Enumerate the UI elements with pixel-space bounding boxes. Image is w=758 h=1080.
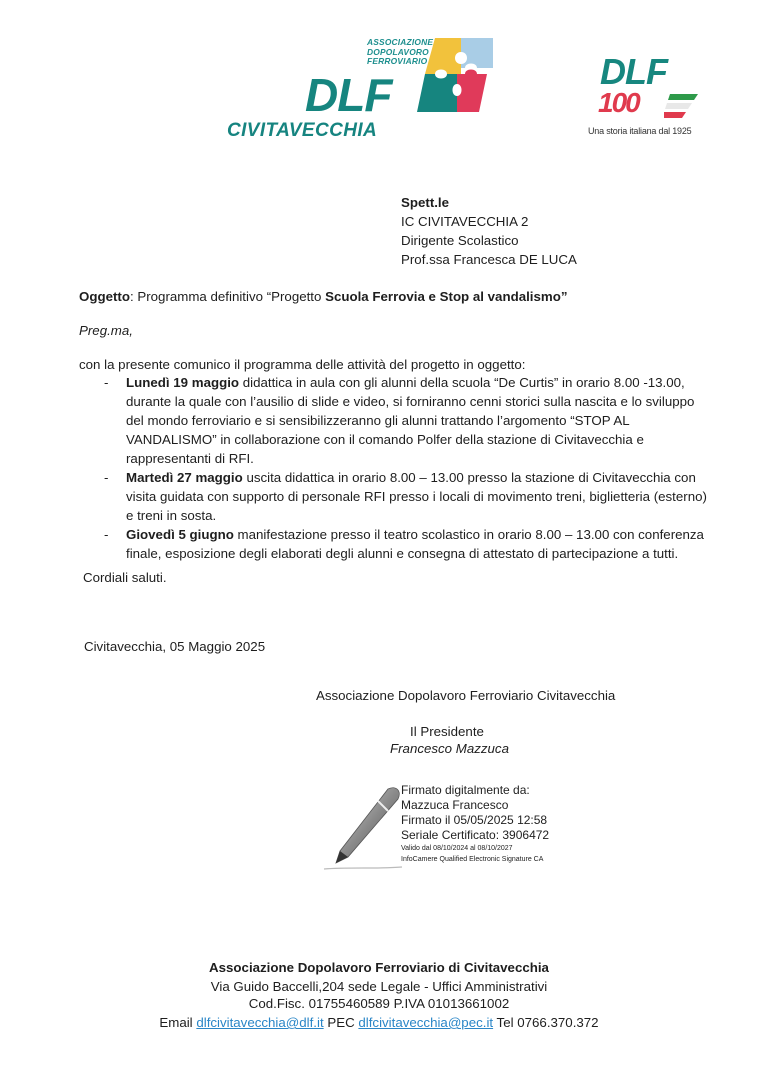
subject-label: Oggetto [79,289,130,304]
logo-line: ASSOCIAZIONE [367,37,434,47]
subject-project-name: Scuola Ferrovia e Stop al vandalismo” [325,289,568,304]
email-label: Email [159,1015,197,1030]
activity-text: durante la quale con l’ausilio di slide e video, si forniranno cenni storici sulla nascita e lo sviluppo [126,394,695,409]
activity-text: rappresentanti di RFI. [126,451,254,466]
pec-label: PEC [323,1015,359,1030]
activity-text: VANDALISMO” in collaborazione con il comando Polfer della stazione di Civitavecchia e [126,432,644,447]
activity-date: Martedì 27 maggio [126,470,243,485]
recipient-line: IC CIVITAVECCHIA 2 [401,214,529,229]
logo-line: FERROVIARIO [367,56,428,66]
signature-organization: Associazione Dopolavoro Ferroviario Civitavecchia [316,688,616,703]
pec-link[interactable]: dlfcivitavecchia@pec.it [358,1015,494,1030]
flag-stripes-icon [664,94,698,118]
subject-line [79,287,567,306]
signature-name: Francesco Mazzuca [390,741,509,756]
logo-city: CIVITAVECCHIA [227,120,378,141]
subject-text: Programma definitivo “Progetto [133,289,326,304]
digital-signature-line: Seriale Certificato: 3906472 [401,828,550,842]
signature-role: Il Presidente [410,724,484,739]
recipient-line: Dirigente Scolastico [401,233,519,248]
activity-item [100,468,707,525]
email-link[interactable]: dlfcivitavecchia@dlf.it [196,1015,324,1030]
activity-text: finale, esposizione degli elaborati degli alunni e consegna di attestato di partecipazione a tutti. [126,546,679,561]
digital-signature-block [401,783,549,865]
digital-signature-line: Firmato digitalmente da: [401,783,530,797]
footer-address: Via Guido Baccelli,204 sede Legale - Uffici Amministrativi [210,979,548,994]
bullet: - [104,527,109,542]
activity-item [100,525,707,563]
footer-title: Associazione Dopolavoro Ferroviario di Civitavecchia [209,960,549,975]
closing: Cordiali saluti. [83,570,167,585]
activity-text: didattica in aula con gli alunni della scuola “De Curtis” in orario 8.00 -13.00, [239,375,685,390]
greeting: Preg.ma, [79,323,133,338]
recipient-line: Prof.ssa Francesca DE LUCA [401,252,577,267]
activity-date: Lunedì 19 maggio [126,375,240,390]
recipient-block [401,193,577,269]
digital-signature-line: Firmato il 05/05/2025 12:58 [401,813,548,827]
activity-text: manifestazione presso il teatro scolastico in orario 8.00 – 13.00 con conferenza [233,527,704,542]
subject-separator: : [129,289,134,304]
footer-contacts [0,1013,758,1033]
activity-text: del mondo ferroviario e si sensibilizzeranno gli alunni trattando l’argomento “STOP AL [126,413,630,428]
digital-signature-validity: Valido dal 08/10/2024 al 08/10/2027 [401,845,513,852]
logo-tagline: Una storia italiana dal 1925 [588,126,692,136]
dlf-100-logo [588,51,713,144]
intro-paragraph: con la presente comunico il programma delle attività del progetto in oggetto: [79,357,526,372]
activity-text: visita guidata con supporto di personale RFI presso i locali di movimento treni, biglietteria (esterno) [126,489,707,504]
activities-list [100,373,707,563]
activity-text: uscita didattica in orario 8.00 – 13.00 presso la stazione di Civitavecchia con [242,470,696,485]
recipient-salutation: Spett.le [401,195,450,210]
digital-signature-issuer: InfoCamere Qualified Electronic Signature CA [401,856,544,863]
activity-text: e treni in sosta. [126,508,217,523]
bullet: - [104,470,109,485]
logo-centenary-number: 100 [598,87,639,118]
place-date: Civitavecchia, 05 Maggio 2025 [84,639,266,654]
logo-line: DOPOLAVORO [367,46,429,57]
logo-brand: DLF [305,69,392,121]
footer-tax-ids: Cod.Fisc. 01755460589 P.IVA 01013661002 [248,996,510,1011]
pen-icon [318,783,404,873]
digital-signature-line: Mazzuca Francesco [401,798,509,812]
bullet: - [104,375,109,390]
phone-number: Tel 0766.370.372 [493,1015,599,1030]
puzzle-icon [417,38,493,112]
logo-brand: DLF [600,51,667,92]
activity-date: Giovedì 5 giugno [126,527,234,542]
dlf-civitavecchia-logo [225,34,495,144]
activity-item [100,373,707,468]
